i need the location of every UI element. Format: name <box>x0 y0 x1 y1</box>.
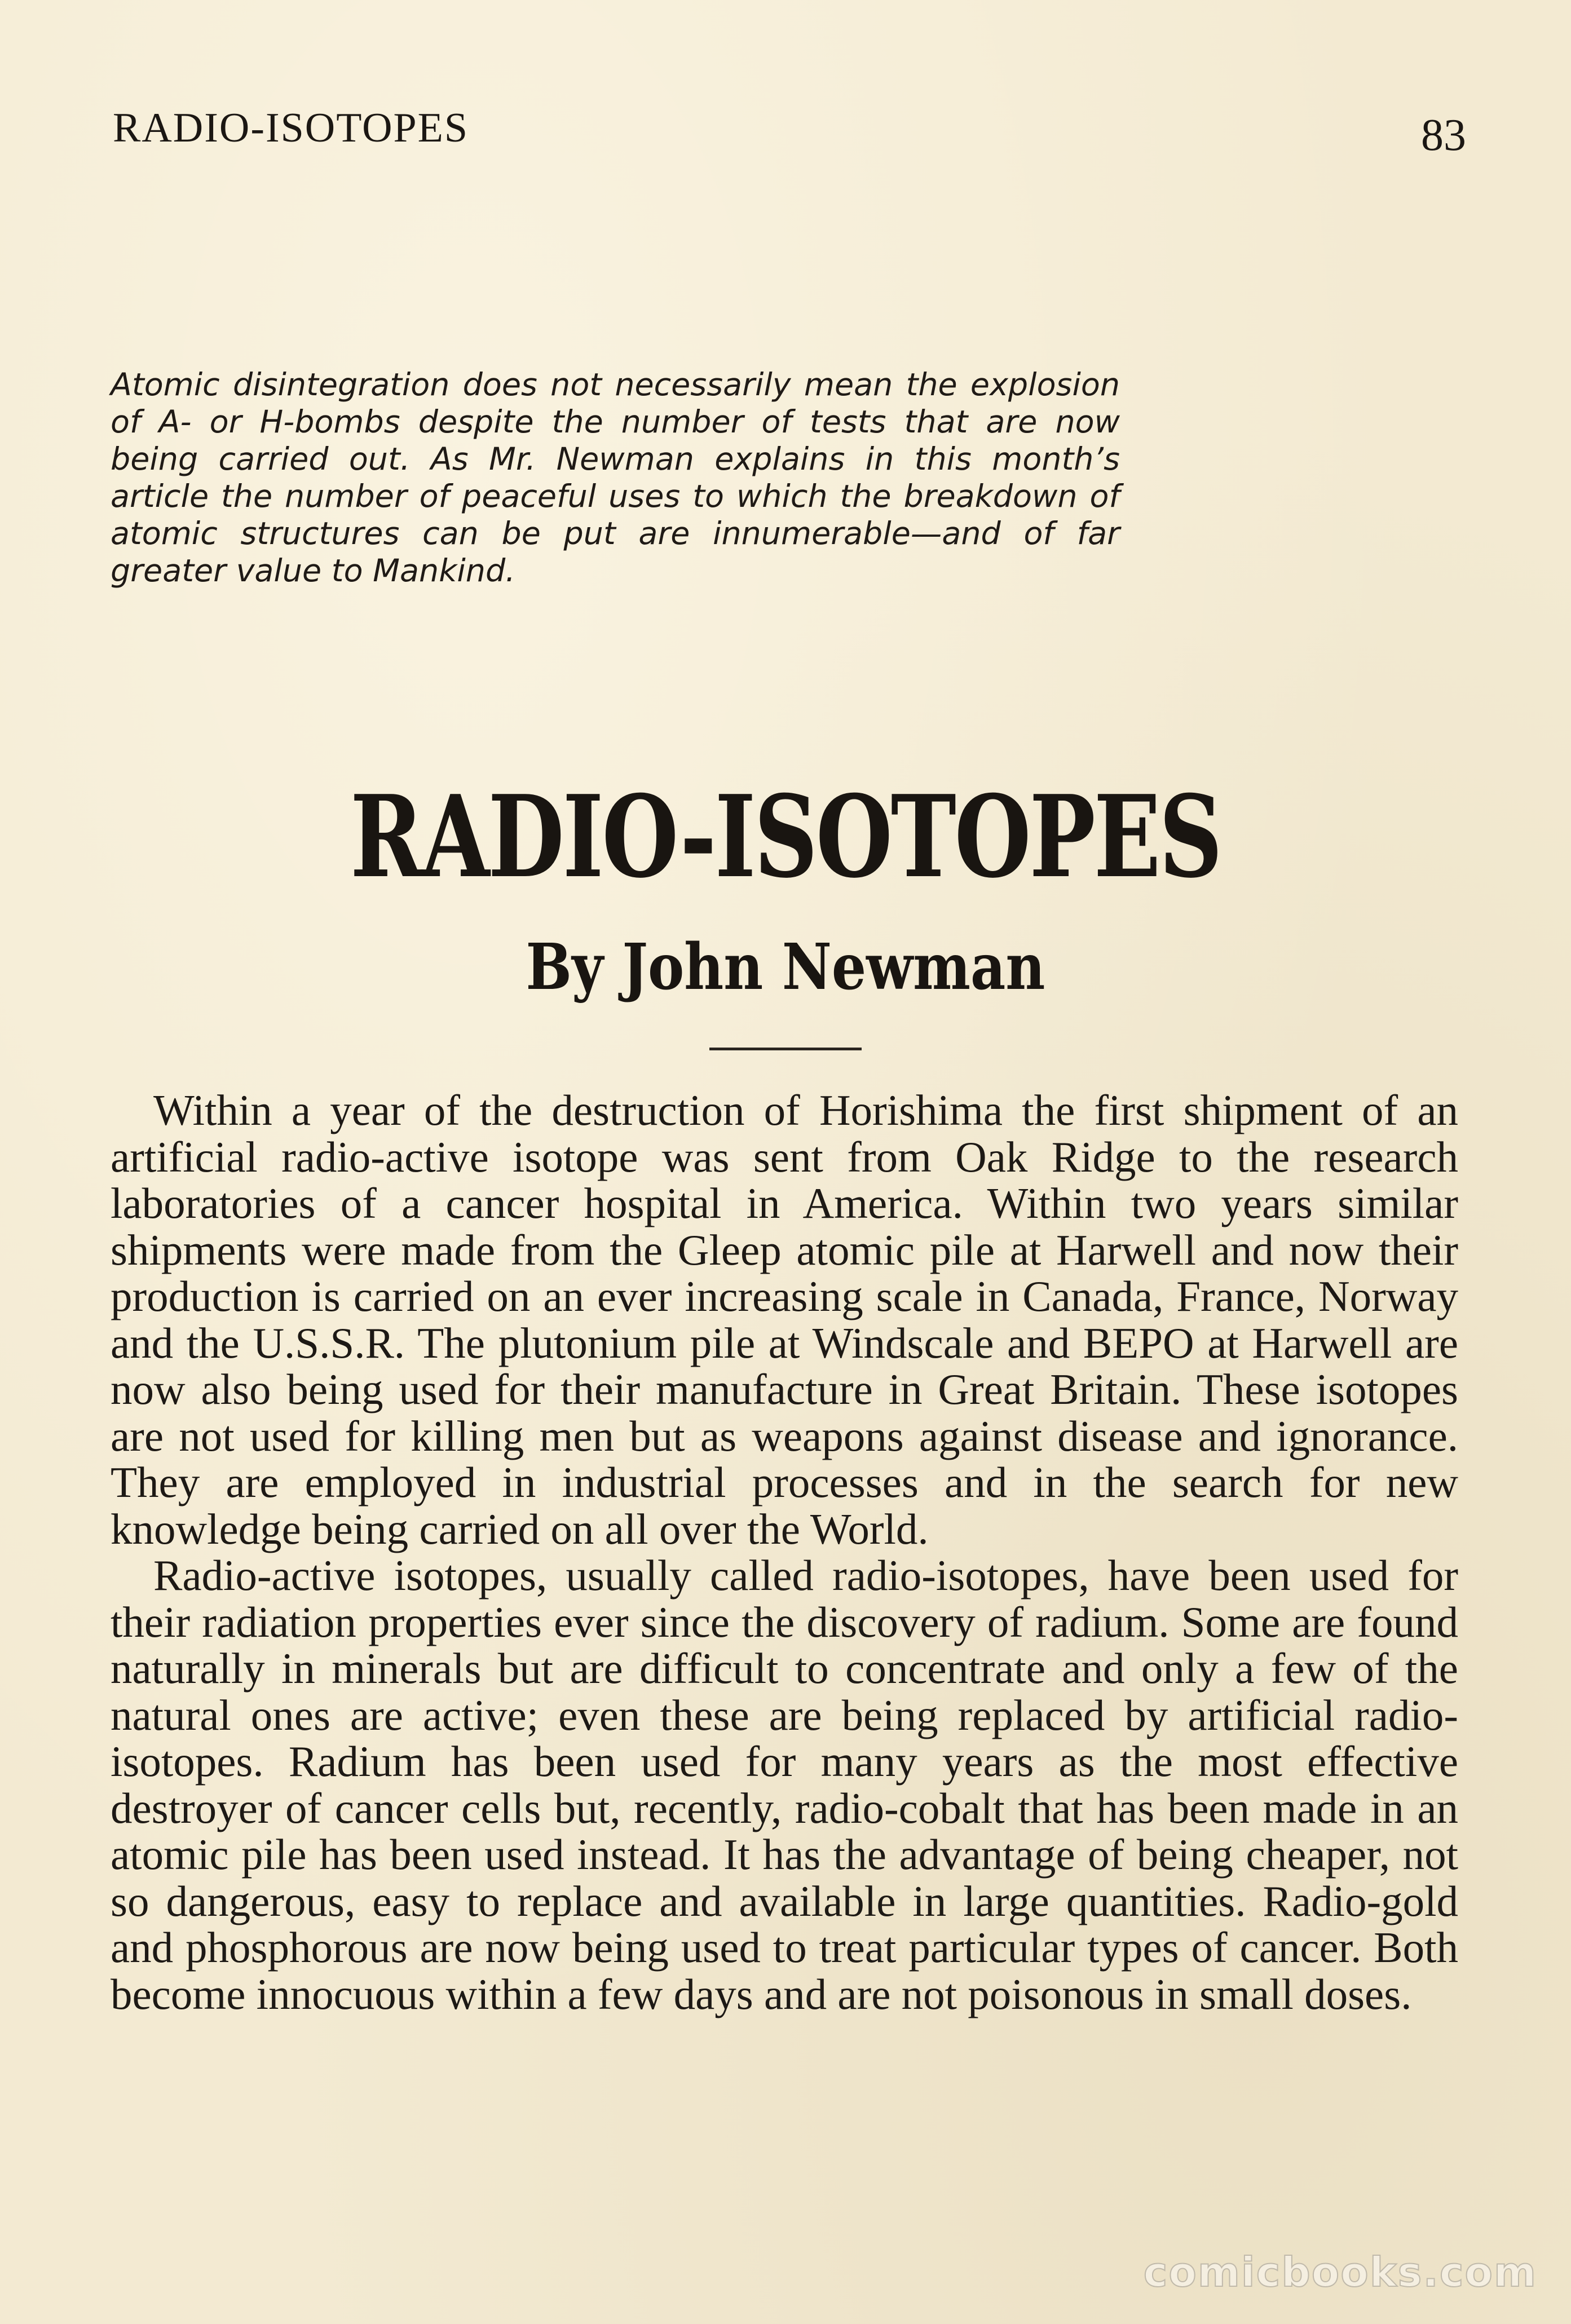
title-rule <box>709 1048 862 1050</box>
article-blurb: Atomic disintegration does not necessarily mean the explosion of A- or H-bombs despite the number of tests that are now being carried out. As Mr. Newman explains in this month’s article the number of peaceful uses to which the breakdown of atomic structures can be put are innumerable—and of far greater value to Mankind. <box>111 366 1120 589</box>
article-byline: By John Newman <box>526 930 1045 1004</box>
watermark-logo: comicbooks.com <box>1143 2248 1537 2296</box>
article-title: RADIO-ISOTOPES <box>350 771 1221 903</box>
page-number: 83 <box>1421 111 1466 160</box>
body-paragraph-1: Within a year of the destruction of Horishima the first shipment of an artificial radio-active isotope was sent from Oak Ridge to the research laboratories of a cancer hospital in America. Within two years similar shipments were made from the Gleep atomic pile at Harwell and now their production is carried on an ever increasing scale in Canada, France, Norway and the U.S.S.R. The plutonium pile at Windscale and BEPO at Harwell are now also being used for their manufacture in Great Britain. These isotopes are not used for killing men but as weapons against disease and ignorance. They are employed in industrial processes and in the search for new knowledge being carried on all over the World. <box>111 1086 1458 1553</box>
body-paragraph-2: Radio-active isotopes, usually called radio-isotopes, have been used for their radiation properties ever since the discovery of radium. Some are found naturally in minerals but are difficult to concentrate and only a few of the natural ones are active; even these are being replaced by artificial radio-isotopes. Radium has been used for many years as the most effective destroyer of cancer cells but, recently, radio-cobalt that has been made in an atomic pile has been used instead. It has the advantage of being cheaper, not so dangerous, easy to replace and available in large quantities. Radio-gold and phosphorous are now being used to treat particular types of cancer. Both become innocuous within a few days and are not poisonous in small doses. <box>111 1551 1458 2018</box>
article-body <box>111 1087 1458 2017</box>
running-head: RADIO-ISOTOPES <box>113 105 469 151</box>
